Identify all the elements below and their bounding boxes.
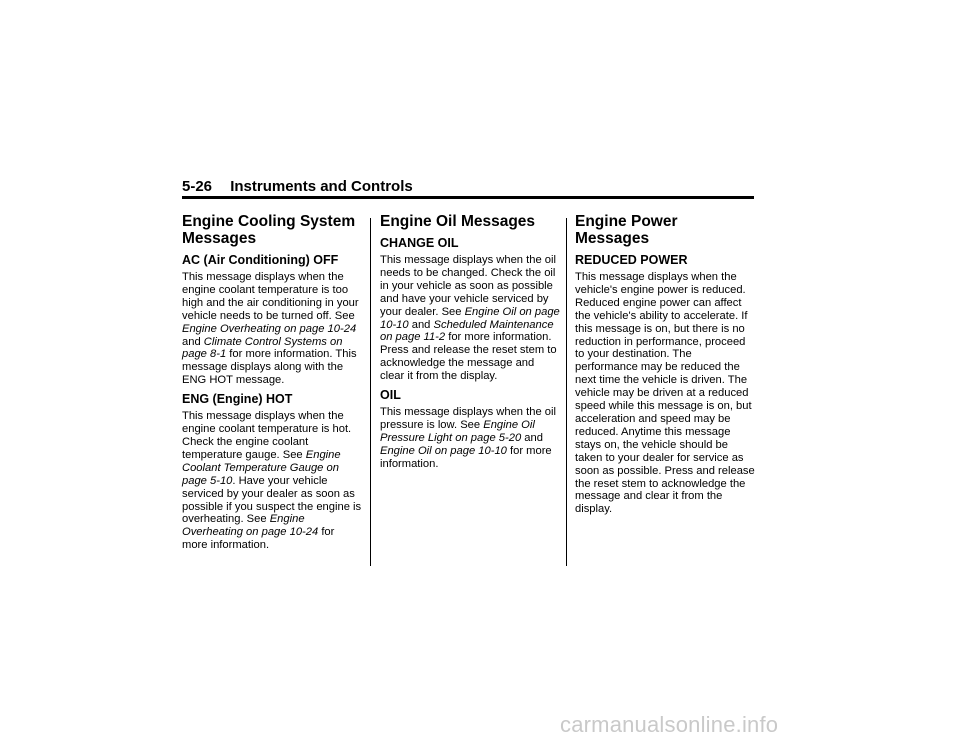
column-engine-cooling	[182, 213, 362, 557]
column-divider-2	[566, 218, 567, 566]
header-rule	[182, 196, 754, 199]
text: for more information. This message displays along with the ENG HOT message.	[182, 348, 357, 387]
paragraph-change-oil	[380, 254, 560, 383]
subheading-ac-off: AC (Air Conditioning) OFF	[182, 253, 339, 267]
page-header	[182, 178, 754, 196]
reference-link[interactable]: Engine Oil on page 10-10	[380, 305, 560, 331]
paragraph-oil	[380, 406, 560, 471]
heading-engine-cooling: Engine Cooling System Messages	[182, 213, 356, 247]
subheading-reduced-power: REDUCED POWER	[575, 253, 688, 267]
paragraph-reduced-power: This message displays when the vehicle's engine power is reduced. Reduced engine power can affect the vehicle's ability to accelerate. If this message is on, but there is no reduction in performance, proceed to your destination. The performance may be reduced the next time the vehicle is driven. The vehicle may be driven at a reduced speed while this message is on, but acceleration and speed may be reduced. Anytime this message stays on, the vehicle should be taken to your dealer for service as soon as possible. Press and release the reset stem to acknowledge the message and clear it from the display.	[575, 271, 755, 516]
paragraph-eng-hot	[182, 410, 362, 552]
text: This message displays when the engine coolant temperature is hot. Check the engine coolant temperature gauge. See	[182, 410, 352, 461]
reference-link[interactable]: Scheduled Maintenance on page 11-2	[380, 318, 554, 344]
paragraph-ac-off	[182, 271, 362, 387]
text: and	[521, 431, 543, 444]
text: This message displays when the oil pressure is low. See	[380, 406, 556, 431]
text: for more information.	[182, 526, 335, 552]
subheading-oil: OIL	[380, 388, 401, 403]
reference-link[interactable]: Engine Oil Pressure Light on page 5-20	[380, 418, 535, 444]
heading-engine-power: Engine Power Messages	[575, 213, 678, 247]
heading-engine-oil: Engine Oil Messages	[380, 213, 536, 230]
reference-link[interactable]: Engine Coolant Temperature Gauge on page 5-10	[182, 448, 341, 487]
text: This message displays when the oil needs to be changed. Check the oil in your vehicle as soon as possible and have your vehicle serviced by your dealer. See	[380, 254, 556, 318]
reference-link[interactable]: Engine Oil on page 10-10	[380, 444, 507, 457]
column-engine-oil	[380, 213, 560, 476]
text: This message displays when the engine coolant temperature is too high and the air conditioning in your vehicle needs to be turned off. See	[182, 271, 359, 322]
text: . Have your vehicle serviced by your dealer as soon as possible if you suspect the engine is overheating. See	[182, 474, 362, 526]
column-divider-1	[370, 218, 371, 566]
text: and	[408, 318, 434, 331]
reference-link[interactable]: Engine Overheating on page 10-24	[182, 513, 319, 539]
reference-link[interactable]: Climate Control Systems on page 8-1	[182, 335, 343, 361]
text: for more information. Press and release the reset stem to acknowledge the message and clear it from the display.	[380, 331, 557, 383]
column-engine-power	[575, 213, 755, 521]
text: and	[182, 335, 204, 348]
watermark: carmanualsonline.info	[560, 712, 779, 737]
page-number: 5-26	[182, 178, 213, 195]
section-title: Instruments and Controls	[230, 178, 413, 195]
subheading-change-oil: CHANGE OIL	[380, 236, 459, 250]
reference-link[interactable]: Engine Overheating on page 10-24	[182, 322, 357, 335]
text: for more information.	[380, 444, 552, 470]
subheading-eng-hot: ENG (Engine) HOT	[182, 392, 293, 407]
